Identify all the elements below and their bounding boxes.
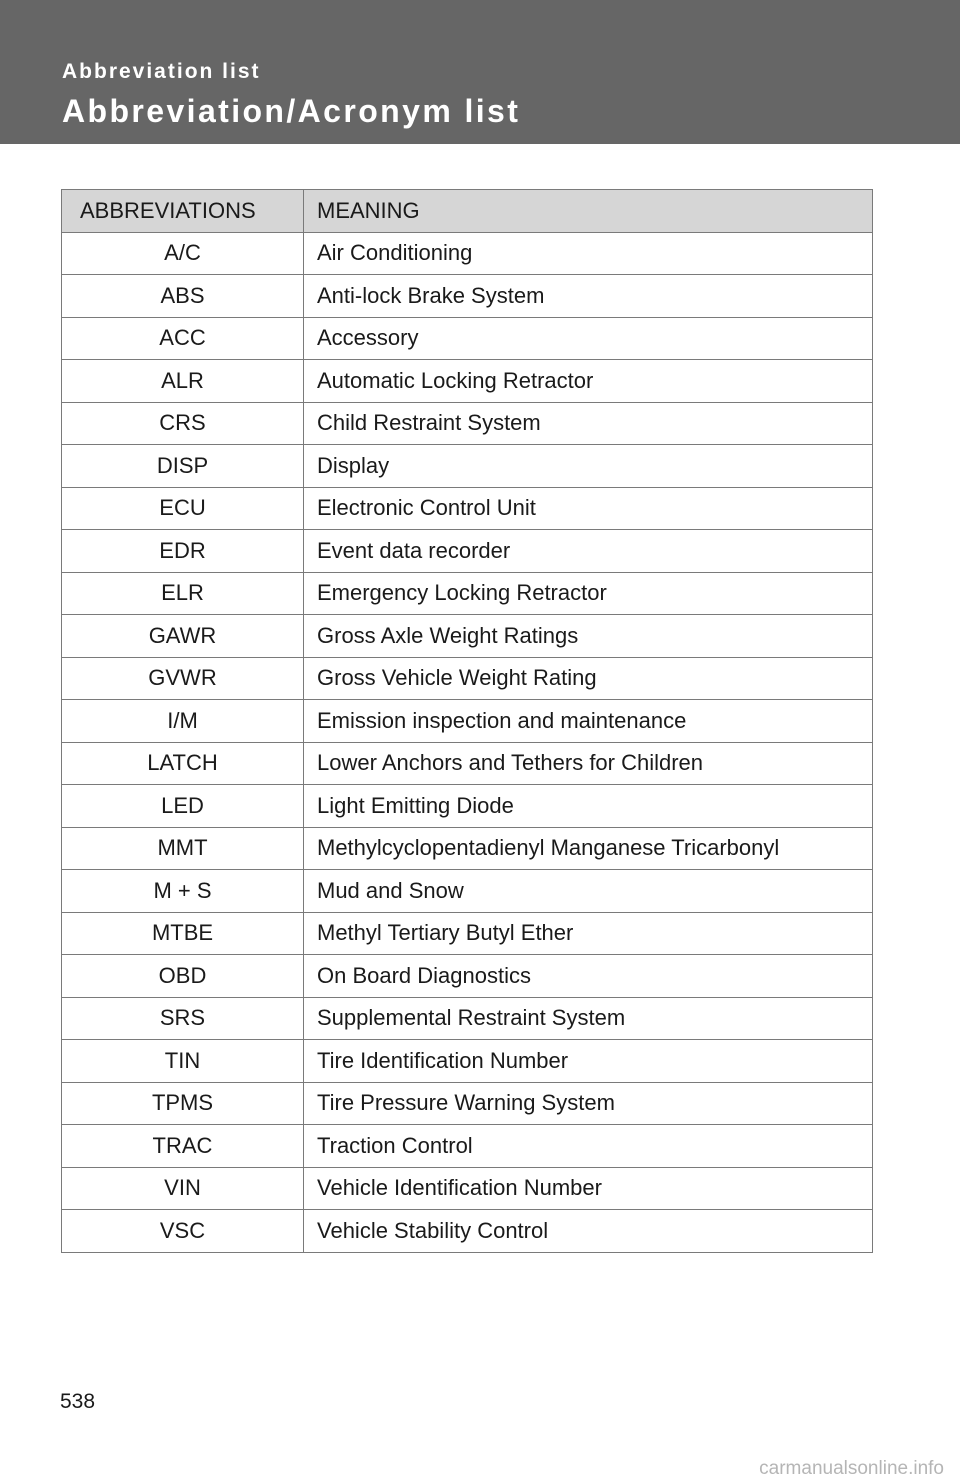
table-row xyxy=(62,700,873,743)
page-header-band xyxy=(0,0,960,144)
column-header-meaning: MEANING xyxy=(304,190,873,233)
table-row xyxy=(62,870,873,913)
table-row xyxy=(62,657,873,700)
meaning-cell: Gross Vehicle Weight Rating xyxy=(304,657,873,700)
abbreviation-cell: ECU xyxy=(62,487,304,530)
table-row xyxy=(62,445,873,488)
abbreviation-cell: GAWR xyxy=(62,615,304,658)
table-row xyxy=(62,232,873,275)
meaning-cell: Vehicle Identification Number xyxy=(304,1167,873,1210)
table-body xyxy=(62,232,873,1252)
meaning-cell: Emission inspection and maintenance xyxy=(304,700,873,743)
abbreviation-cell: I/M xyxy=(62,700,304,743)
meaning-cell: Air Conditioning xyxy=(304,232,873,275)
meaning-cell: Electronic Control Unit xyxy=(304,487,873,530)
table-row xyxy=(62,530,873,573)
table-row xyxy=(62,275,873,318)
abbreviation-cell: DISP xyxy=(62,445,304,488)
abbreviation-cell: ELR xyxy=(62,572,304,615)
meaning-cell: Emergency Locking Retractor xyxy=(304,572,873,615)
table-row xyxy=(62,785,873,828)
meaning-cell: Anti-lock Brake System xyxy=(304,275,873,318)
meaning-cell: Mud and Snow xyxy=(304,870,873,913)
table-row xyxy=(62,1040,873,1083)
abbreviation-cell: TPMS xyxy=(62,1082,304,1125)
table-row xyxy=(62,1167,873,1210)
meaning-cell: Child Restraint System xyxy=(304,402,873,445)
meaning-cell: Light Emitting Diode xyxy=(304,785,873,828)
meaning-cell: Event data recorder xyxy=(304,530,873,573)
abbreviation-cell: ABS xyxy=(62,275,304,318)
watermark: carmanualsonline.info xyxy=(759,1458,944,1479)
abbreviation-cell: MTBE xyxy=(62,912,304,955)
abbreviation-cell: OBD xyxy=(62,955,304,998)
abbreviation-cell: VSC xyxy=(62,1210,304,1253)
abbreviation-cell: TIN xyxy=(62,1040,304,1083)
abbreviation-cell: LED xyxy=(62,785,304,828)
table-row xyxy=(62,402,873,445)
meaning-cell: Gross Axle Weight Ratings xyxy=(304,615,873,658)
meaning-cell: Vehicle Stability Control xyxy=(304,1210,873,1253)
table-row xyxy=(62,955,873,998)
abbreviation-cell: ALR xyxy=(62,360,304,403)
meaning-cell: Accessory xyxy=(304,317,873,360)
abbreviation-cell: MMT xyxy=(62,827,304,870)
table-row xyxy=(62,360,873,403)
abbreviation-cell: LATCH xyxy=(62,742,304,785)
meaning-cell: Methyl Tertiary Butyl Ether xyxy=(304,912,873,955)
page-number: 538 xyxy=(60,1390,96,1413)
table-row xyxy=(62,487,873,530)
table-row xyxy=(62,997,873,1040)
table-row xyxy=(62,1125,873,1168)
abbreviation-cell: EDR xyxy=(62,530,304,573)
abbreviation-table xyxy=(61,189,873,1253)
abbreviation-cell: A/C xyxy=(62,232,304,275)
table-header-row xyxy=(62,190,873,233)
table-row xyxy=(62,1082,873,1125)
abbreviation-cell: CRS xyxy=(62,402,304,445)
abbreviation-cell: GVWR xyxy=(62,657,304,700)
abbreviation-cell: M + S xyxy=(62,870,304,913)
section-label: Abbreviation list xyxy=(62,60,261,83)
abbreviation-cell: VIN xyxy=(62,1167,304,1210)
table-row xyxy=(62,1210,873,1253)
meaning-cell: Tire Identification Number xyxy=(304,1040,873,1083)
page-title: Abbreviation/Acronym list xyxy=(62,93,521,129)
table-header xyxy=(62,190,873,233)
meaning-cell: Supplemental Restraint System xyxy=(304,997,873,1040)
meaning-cell: Traction Control xyxy=(304,1125,873,1168)
meaning-cell: Methylcyclopentadienyl Manganese Tricarbonyl xyxy=(304,827,873,870)
abbreviation-cell: TRAC xyxy=(62,1125,304,1168)
table-row xyxy=(62,912,873,955)
table-row xyxy=(62,742,873,785)
column-header-abbreviations: ABBREVIATIONS xyxy=(62,190,304,233)
table-row xyxy=(62,615,873,658)
abbreviation-cell: ACC xyxy=(62,317,304,360)
table-row xyxy=(62,317,873,360)
meaning-cell: Automatic Locking Retractor xyxy=(304,360,873,403)
meaning-cell: Display xyxy=(304,445,873,488)
meaning-cell: Lower Anchors and Tethers for Children xyxy=(304,742,873,785)
table-row xyxy=(62,572,873,615)
abbreviation-cell: SRS xyxy=(62,997,304,1040)
table-row xyxy=(62,827,873,870)
meaning-cell: On Board Diagnostics xyxy=(304,955,873,998)
meaning-cell: Tire Pressure Warning System xyxy=(304,1082,873,1125)
